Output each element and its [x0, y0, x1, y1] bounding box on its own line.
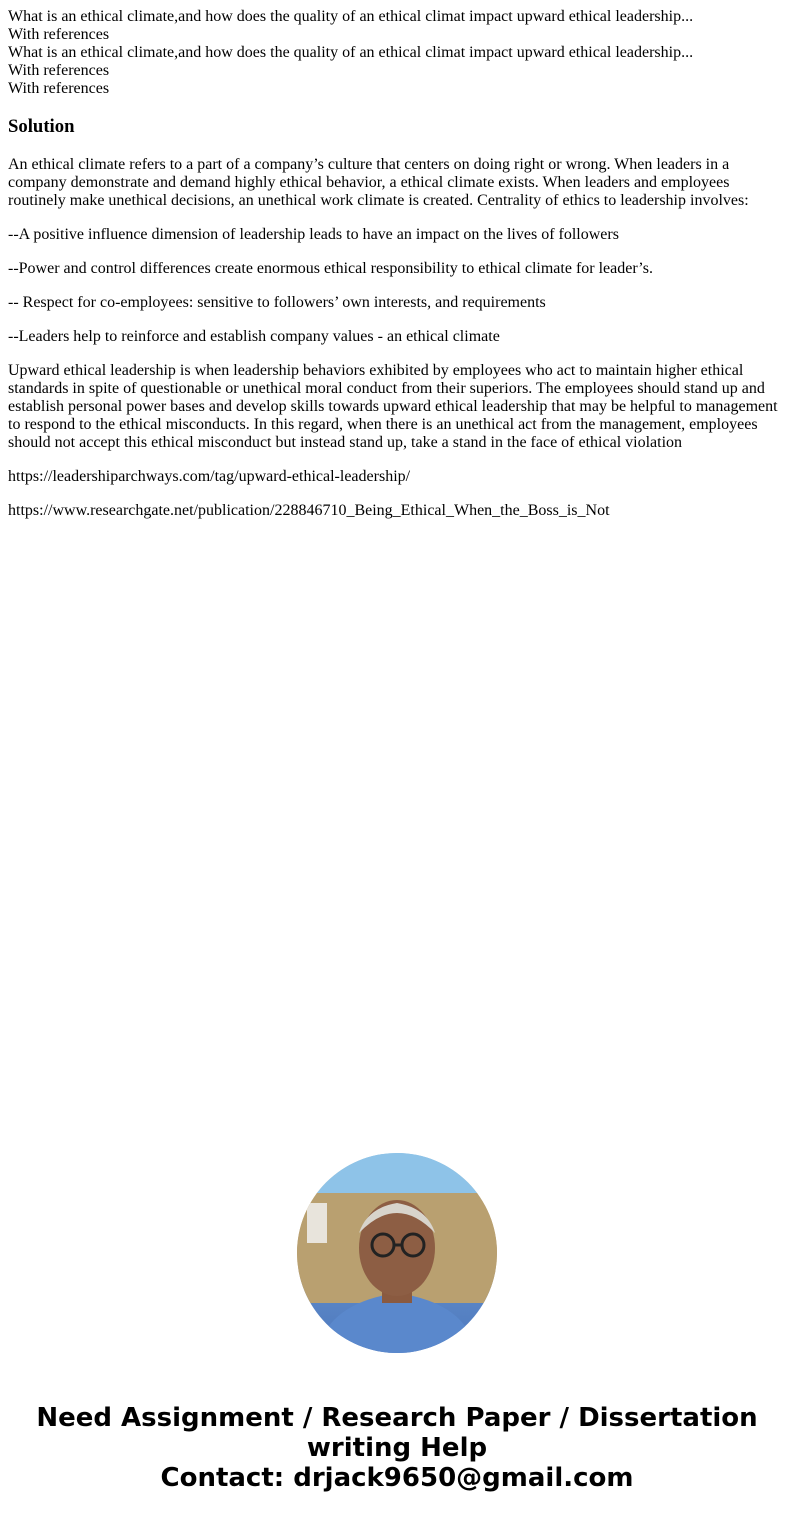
solution-paragraph: --A positive influence dimension of leadership leads to have an impact on the lives of followers	[8, 226, 619, 243]
solution-heading: Solution	[8, 116, 75, 137]
solution-paragraph: An ethical climate refers to a part of a company’s culture that centers on doing right or wrong. When leaders in a company demonstrate and demand highly ethical behavior, a ethical climate exists. When leaders and employees routinely make unethical decisions, an unethical work climate is created. Centrality of ethics to leadership involves:	[8, 156, 749, 209]
reference-link: https://leadershiparchways.com/tag/upward-ethical-leadership/	[8, 468, 411, 485]
contact-email: Contact: drjack9650@gmail.com	[160, 1463, 634, 1493]
question-line: With references	[8, 26, 110, 43]
page-content	[0, 0, 794, 520]
question-line: What is an ethical climate,and how does the quality of an ethical climat impact upward ethical leadership...	[8, 44, 694, 61]
solution-paragraph: --Power and control differences create enormous ethical responsibility to ethical climate for leader’s.	[8, 260, 653, 277]
person-photo-icon	[297, 1153, 497, 1353]
question-line: What is an ethical climate,and how does the quality of an ethical climat impact upward ethical leadership...	[8, 8, 694, 25]
question-line: With references	[8, 80, 110, 97]
question-text	[8, 8, 786, 98]
contact-banner	[0, 1403, 794, 1493]
solution-paragraph: Upward ethical leadership is when leadership behaviors exhibited by employees who act to maintain higher ethical standards in spite of questionable or unethical moral conduct from their superiors. The employees should stand up and establish personal power bases and develop skills towards upward ethical leadership that may be helpful to management to respond to the ethical misconducts. In this regard, when there is an unethical act from the management, employees should not accept this ethical misconduct but instead stand up, take a stand in the face of ethical violation	[8, 362, 778, 451]
solution-paragraph: -- Respect for co-employees: sensitive to followers’ own interests, and requirements	[8, 294, 546, 311]
solution-paragraph: --Leaders help to reinforce and establish company values - an ethical climate	[8, 328, 500, 345]
author-avatar	[297, 1153, 497, 1353]
question-line: With references	[8, 62, 110, 79]
help-text: Need Assignment / Research Paper / Dissertation writing Help	[36, 1403, 758, 1463]
reference-link: https://www.researchgate.net/publication/228846710_Being_Ethical_When_the_Boss_is_Not	[8, 502, 610, 519]
